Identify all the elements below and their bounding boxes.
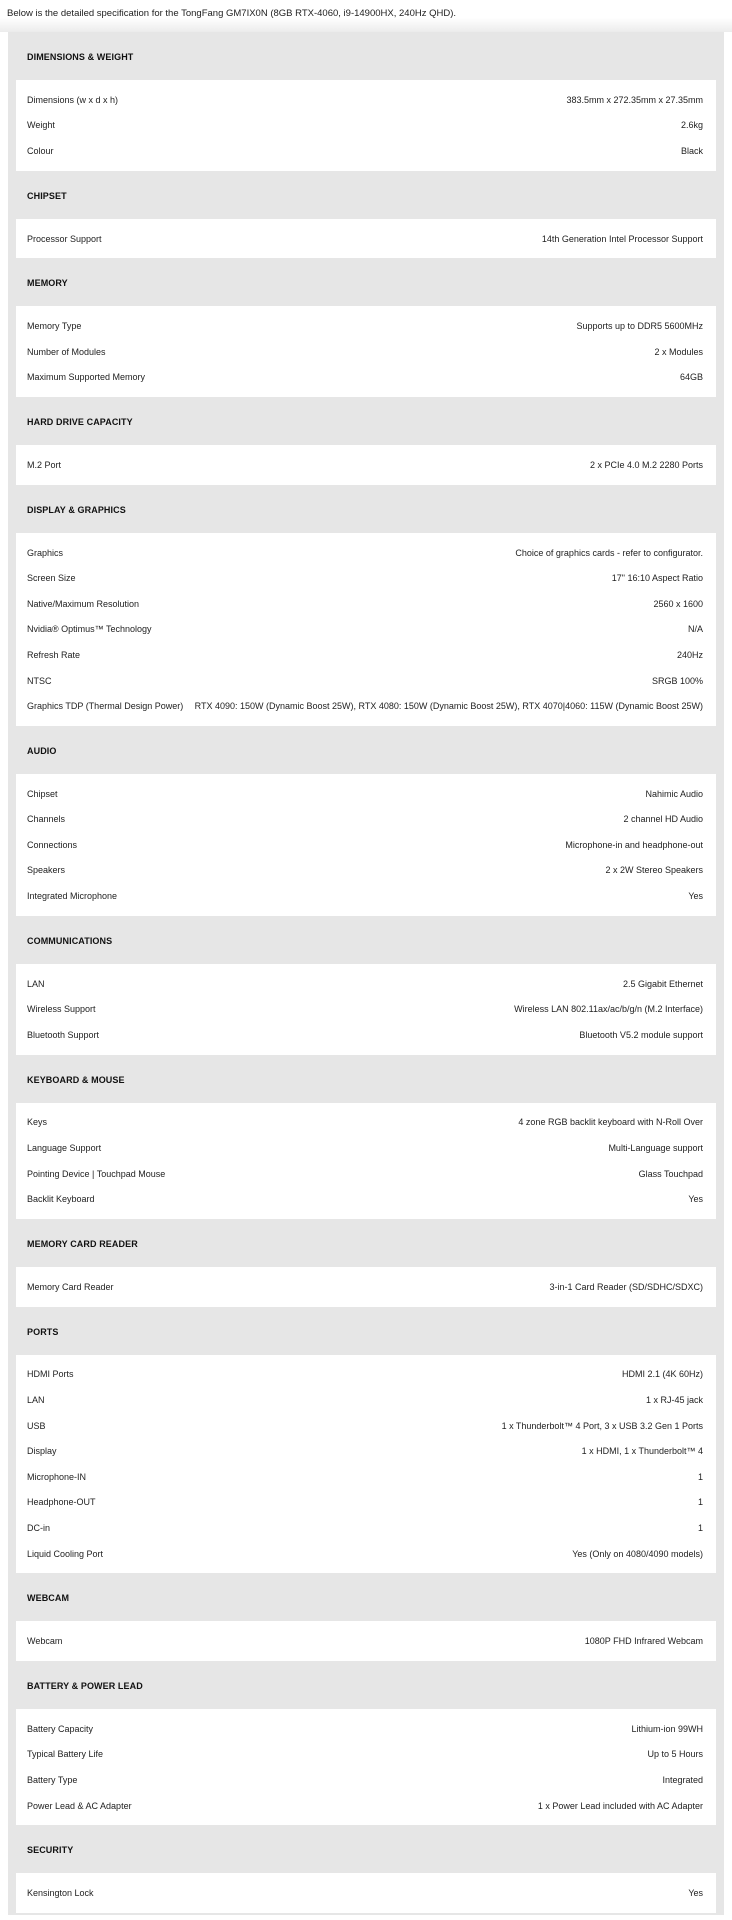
spec-value: 1 [697,1522,703,1533]
specification-table [8,32,724,1915]
spec-row [16,971,716,997]
spec-value: Black [680,145,703,156]
spec-row [16,807,716,833]
spec-section [16,32,716,171]
spec-row [16,1793,716,1819]
spec-row [16,668,716,694]
section-title: WEBCAM [27,1593,70,1604]
spec-section [16,916,716,1055]
section-title: DISPLAY & GRAPHICS [27,504,126,515]
spec-section [16,1825,716,1913]
spec-section [16,258,716,397]
spec-label: Chipset [27,788,58,799]
spec-label: Pointing Device | Touchpad Mouse [27,1168,166,1179]
spec-label: Dimensions (w x d x h) [27,94,119,105]
spec-value: Glass Touchpad [638,1168,703,1179]
section-title: CHIPSET [27,190,67,201]
spec-value: 4 zone RGB backlit keyboard with N-Roll Over [518,1117,703,1128]
section-rows [16,1709,716,1825]
spec-label: Weight [27,120,55,131]
spec-row [16,1541,716,1567]
spec-label: Native/Maximum Resolution [27,598,140,609]
spec-value: Up to 5 Hours [647,1749,703,1760]
spec-value: Supports up to DDR5 5600MHz [576,321,703,332]
spec-label: Liquid Cooling Port [27,1548,104,1559]
spec-label: Memory Type [27,321,82,332]
spec-label: Battery Type [27,1774,78,1785]
section-rows [16,219,716,259]
spec-label: Number of Modules [27,346,106,357]
spec-label: Bluetooth Support [27,1029,100,1040]
spec-label: Typical Battery Life [27,1749,104,1760]
spec-label: DC-in [27,1522,51,1533]
section-title: PORTS [27,1326,59,1337]
spec-row [16,883,716,909]
section-rows [16,80,716,171]
spec-label: Colour [27,145,54,156]
spec-row [16,1880,716,1906]
section-title: DIMENSIONS & WEIGHT [27,52,134,62]
spec-value: Nahimic Audio [645,788,703,799]
spec-label: Screen Size [27,573,76,584]
spec-label: Graphics [27,547,64,558]
spec-value: RTX 4090: 150W (Dynamic Boost 25W), RTX 4080: 150W (Dynamic Boost 25W), RTX 4070|4060: 115W (Dynamic Boost 25W) [194,701,703,712]
spec-value: 1 x HDMI, 1 x Thunderbolt™ 4 [581,1446,703,1457]
spec-section [16,171,716,259]
spec-section [16,1219,716,1307]
spec-label: Battery Capacity [27,1723,94,1734]
spec-row [16,858,716,884]
spec-value: 17" 16:10 Aspect Ratio [611,573,703,584]
spec-value: Wireless LAN 802.11ax/ac/b/g/n (M.2 Interface) [514,1004,703,1015]
section-title: SECURITY [27,1845,74,1856]
spec-value: 1 x Thunderbolt™ 4 Port, 3 x USB 3.2 Gen 1 Ports [501,1420,703,1431]
spec-value: HDMI 2.1 (4K 60Hz) [621,1369,703,1380]
section-rows [16,533,716,726]
spec-section [16,485,716,726]
section-title: KEYBOARD & MOUSE [27,1074,125,1085]
spec-row [16,832,716,858]
spec-row [16,313,716,339]
section-rows [16,1355,716,1574]
spec-value: 1 x Power Lead included with AC Adapter [537,1800,703,1811]
section-title: COMMUNICATIONS [27,935,113,946]
spec-label: Refresh Rate [27,649,81,660]
section-title: HARD DRIVE CAPACITY [27,417,133,428]
spec-row [16,1413,716,1439]
spec-row [16,1161,716,1187]
spec-row [16,1742,716,1768]
spec-row [16,113,716,139]
spec-value: Integrated [662,1774,703,1785]
spec-value: 240Hz [676,649,703,660]
spec-row [16,1186,716,1212]
spec-label: Maximum Supported Memory [27,372,146,383]
spec-section [16,1055,716,1219]
section-rows [16,1621,716,1661]
spec-label: Processor Support [27,233,102,244]
intro-text: Below is the detailed specification for the TongFang GM7IX0N (8GB RTX-4060, i9-14900HX, 240Hz QHD). [0,0,732,32]
spec-row [16,1135,716,1161]
spec-value: Yes (Only on 4080/4090 models) [572,1548,703,1559]
spec-value: 2 x Modules [654,346,703,357]
section-rows [16,1873,716,1913]
section-title: MEMORY [27,278,68,289]
spec-label: NTSC [27,675,52,686]
spec-label: Webcam [27,1636,63,1647]
spec-row [16,642,716,668]
spec-row [16,591,716,617]
spec-section [16,1573,716,1661]
spec-label: Memory Card Reader [27,1281,114,1292]
spec-value: Multi-Language support [608,1143,703,1154]
spec-value: 1 [697,1497,703,1508]
section-title: BATTERY & POWER LEAD [27,1680,143,1691]
spec-row [16,1464,716,1490]
spec-row [16,452,716,478]
spec-label: Headphone-OUT [27,1497,96,1508]
spec-value: 1 [697,1471,703,1482]
spec-value: Yes [688,1888,703,1899]
spec-value: N/A [687,624,703,635]
spec-value: 2.5 Gigabit Ethernet [622,978,703,989]
spec-value: Bluetooth V5.2 module support [579,1029,703,1040]
spec-value: 383.5mm x 272.35mm x 27.35mm [566,94,703,105]
spec-section [16,1307,716,1574]
spec-row [16,1022,716,1048]
section-rows [16,1267,716,1307]
spec-row [16,87,716,113]
spec-section [16,1661,716,1825]
spec-value: Yes [688,891,703,902]
spec-row [16,1490,716,1516]
spec-row [16,565,716,591]
spec-row [16,1438,716,1464]
spec-label: LAN [27,978,45,989]
spec-value: 2 x PCIe 4.0 M.2 2280 Ports [589,459,703,470]
spec-label: Channels [27,814,66,825]
section-rows [16,445,716,485]
spec-label: Keys [27,1117,48,1128]
spec-row [16,365,716,391]
spec-row [16,1274,716,1300]
spec-label: Kensington Lock [27,1888,94,1899]
section-rows [16,1103,716,1219]
spec-row [16,1110,716,1136]
spec-label: Graphics TDP (Thermal Design Power) [27,701,184,712]
spec-row [16,339,716,365]
spec-row [16,617,716,643]
spec-label: Connections [27,839,78,850]
spec-label: LAN [27,1395,45,1406]
spec-label: Display [27,1446,57,1457]
spec-label: Nvidia® Optimus™ Technology [27,624,152,635]
spec-row [16,540,716,566]
spec-label: Language Support [27,1143,102,1154]
spec-value: 64GB [679,372,703,383]
spec-value: 1 x RJ-45 jack [645,1395,703,1406]
spec-label: HDMI Ports [27,1369,74,1380]
spec-label: Power Lead & AC Adapter [27,1800,132,1811]
spec-row [16,1387,716,1413]
spec-value: SRGB 100% [651,675,703,686]
spec-value: Microphone-in and headphone-out [565,839,703,850]
spec-label: Microphone-IN [27,1471,87,1482]
spec-label: Integrated Microphone [27,891,118,902]
section-rows [16,306,716,397]
section-rows [16,964,716,1055]
section-title: MEMORY CARD READER [27,1239,138,1250]
spec-row [16,781,716,807]
section-rows [16,774,716,916]
spec-section [16,726,716,916]
spec-value: 2.6kg [680,120,703,131]
spec-value: 2 x 2W Stereo Speakers [605,865,703,876]
section-title: AUDIO [27,745,57,756]
spec-label: USB [27,1420,46,1431]
spec-label: Speakers [27,865,66,876]
spec-row [16,693,716,719]
spec-value: 2560 x 1600 [653,598,703,609]
spec-value: 1080P FHD Infrared Webcam [584,1636,703,1647]
spec-row [16,138,716,164]
spec-value: 2 channel HD Audio [623,814,703,825]
spec-row [16,1362,716,1388]
spec-label: Wireless Support [27,1004,96,1015]
spec-row [16,1628,716,1654]
spec-label: M.2 Port [27,459,62,470]
spec-value: 3-in-1 Card Reader (SD/SDHC/SDXC) [549,1281,703,1292]
spec-row [16,226,716,252]
spec-value: Yes [688,1194,703,1205]
spec-value: 14th Generation Intel Processor Support [541,233,703,244]
spec-row [16,1716,716,1742]
spec-row [16,1767,716,1793]
spec-row [16,996,716,1022]
spec-label: Backlit Keyboard [27,1194,95,1205]
spec-row [16,1515,716,1541]
spec-value: Choice of graphics cards - refer to configurator. [515,547,703,558]
spec-section [16,397,716,485]
spec-value: Lithium-ion 99WH [631,1723,703,1734]
